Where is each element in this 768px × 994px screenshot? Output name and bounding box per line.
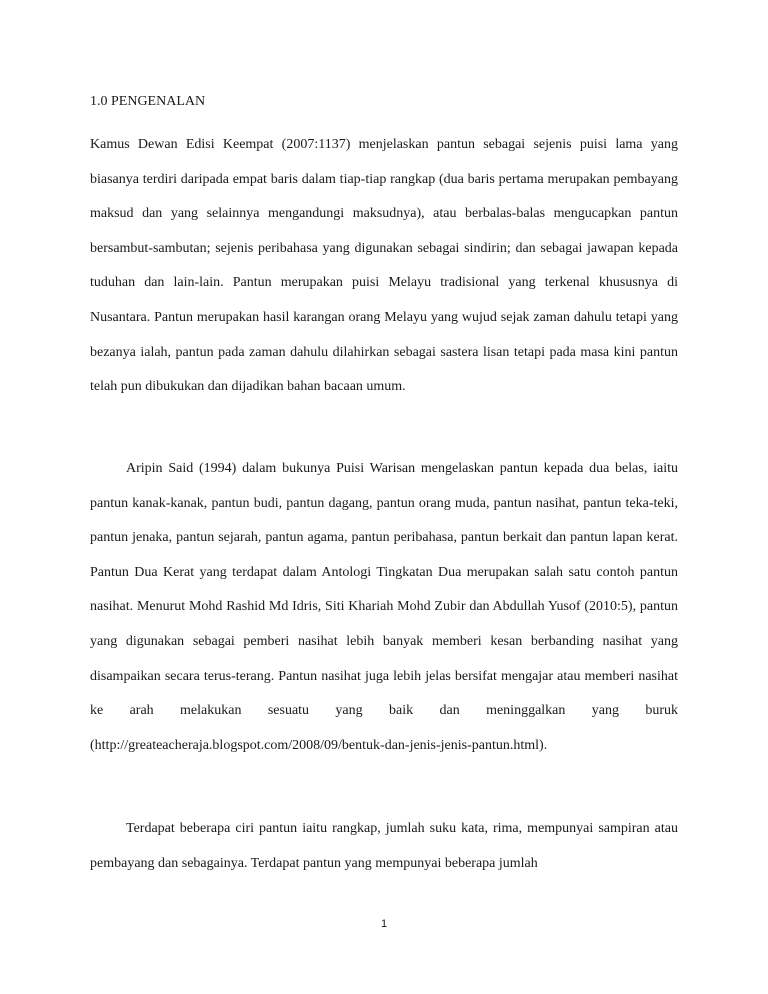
paragraph-characteristics: Terdapat beberapa ciri pantun iaitu rangkap, jumlah suku kata, rima, mempunyai sampiran atau pembayang dan sebagainya. Terdapat pantun yang mempunyai beberapa jumlah — [90, 821, 678, 871]
paragraph-introduction: Kamus Dewan Edisi Keempat (2007:1137) menjelaskan pantun sebagai sejenis puisi lama yang biasanya terdiri daripada empat baris dalam tiap-tiap rangkap (dua baris pertama merupakan pembayang maksud dan yang selainnya mengandungi maksudnya), atau berbalas-balas mengucapkan pantun bersambut-sambutan; sejenis peribahasa yang digunakan sebagai sindirin; dan sebagai jawapan kepada tuduhan dan lain-lain. Pantun merupakan puisi Melayu tradisional yang terkenal khususnya di Nusantara. Pantun merupakan hasil karangan orang Melayu yang wujud sejak zaman dahulu tetapi yang bezanya ialah, pantun pada zaman dahulu dilahirkan sebagai sastera lisan tetapi pada masa kini pantun telah pun dibukukan dan dijadikan bahan bacaan umum. — [90, 137, 678, 395]
section-heading: 1.0 PENGENALAN — [90, 94, 206, 109]
page-number: 1 — [380, 918, 388, 930]
paragraph-classification: Aripin Said (1994) dalam bukunya Puisi Warisan mengelaskan pantun kepada dua belas, iaitu pantun kanak-kanak, pantun budi, pantun dagang, pantun orang muda, pantun nasihat, pantun teka-teki, pantun jenaka, pantun sejarah, pantun agama, pantun peribahasa, pantun berkait dan pantun lapan kerat. Pantun Dua Kerat yang terdapat dalam Antologi Tingkatan Dua merupakan salah satu contoh pantun nasihat. Menurut Mohd Rashid Md Idris, Siti Khariah Mohd Zubir dan Abdullah Yusof (2010:5), pantun yang digunakan sebagai pemberi nasihat lebih banyak memberi kesan berbanding nasihat yang disampaikan secara terus-terang. Pantun nasihat juga lebih jelas bersifat mengajar atau memberi nasihat ke arah melakukan sesuatu yang baik dan meninggalkan yang buruk (http://greateacheraja.blogspot.com/2008/09/bentuk-dan-jenis-jenis-pantun.html). — [90, 461, 678, 753]
